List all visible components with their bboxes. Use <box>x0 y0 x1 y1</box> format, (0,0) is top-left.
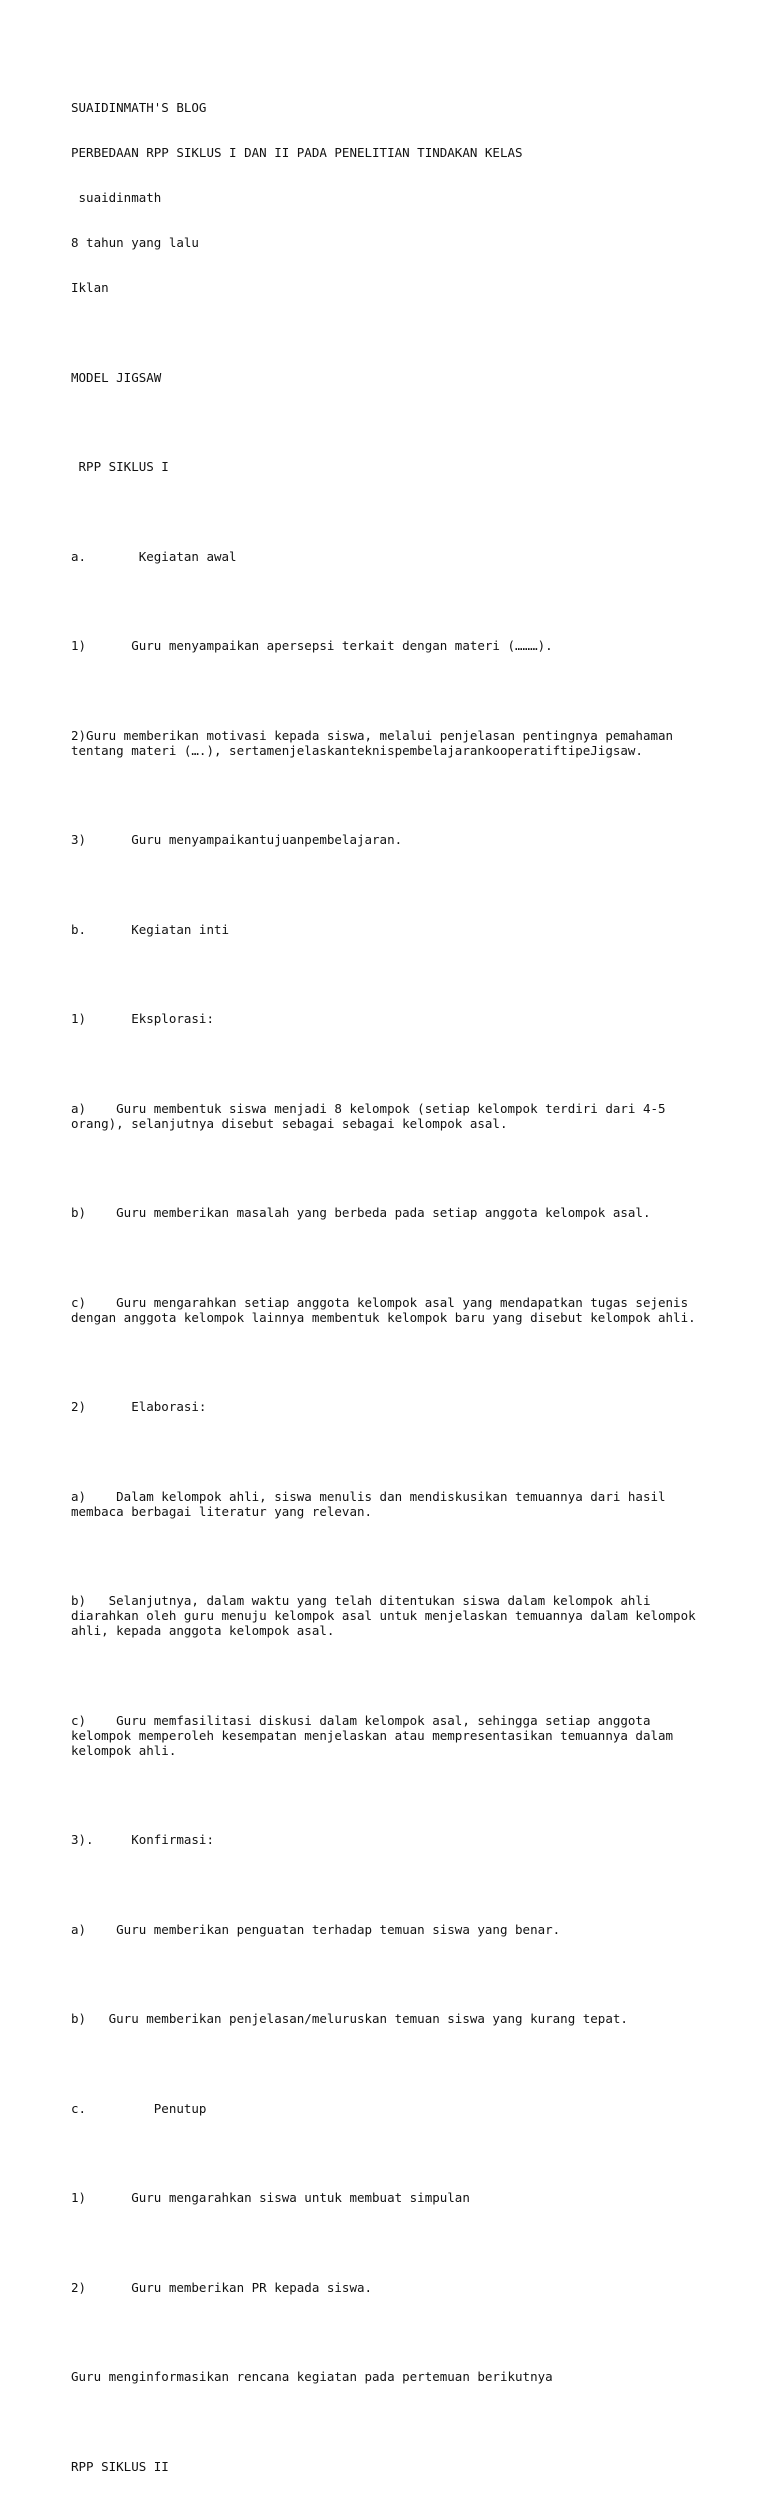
konfirmasi-item-a: a) Guru memberikan penguatan terhadap temuan siswa yang benar. <box>71 1921 561 1937</box>
konfirmasi-item-b: b) Guru memberikan penjelasan/meluruskan temuan siswa yang kurang tepat. <box>71 2011 628 2026</box>
elaborasi-item-b: b) Selanjutnya, dalam waktu yang telah ditentukan siswa dalam kelompok ahli diarahkan oleh guru menuju kelompok asal untuk menjelaskan temuannya dalam kelompok ahli, kepada anggota kelompok asal. <box>71 1593 696 1638</box>
ad-label: Iklan <box>71 280 109 295</box>
awal-item-1: 1) Guru menyampaikan apersepsi terkait dengan materi (………). <box>71 638 553 653</box>
elaborasi-item-c: c) Guru memfasilitasi diskusi dalam kelompok asal, sehingga setiap anggota kelompok memperoleh kesempatan menjelaskan atau mempresentasikan temuannya dalam kelompok ahli. <box>71 1712 674 1758</box>
konfirmasi-heading: 3). Konfirmasi: <box>71 1832 214 1847</box>
penutup-item-1: 1) Guru mengarahkan siswa untuk membuat simpulan <box>71 2190 470 2205</box>
rpp-siklus-1-heading: RPP SIKLUS I <box>71 459 169 474</box>
model-heading: MODEL JIGSAW <box>71 369 162 385</box>
eksplorasi-heading: 1) Eksplorasi: <box>71 1011 214 1026</box>
eksplorasi-item-a: a) Guru membentuk siswa menjadi 8 kelompok (setiap kelompok terdiri dari 4-5 orang), selanjutnya disebut sebagai sebagai kelompok asal. <box>71 1100 666 1131</box>
elaborasi-heading: 2) Elaborasi: <box>71 1399 207 1414</box>
penutup-item-2: 2) Guru memberikan PR kepada siswa. <box>71 2279 373 2295</box>
info-paragraph: Guru menginformasikan rencana kegiatan pada pertemuan berikutnya <box>71 2369 553 2384</box>
kegiatan-inti-heading: b. Kegiatan inti <box>71 921 230 937</box>
kegiatan-awal-heading: a. Kegiatan awal <box>71 548 237 564</box>
article-text <box>71 70 711 2504</box>
penutup-heading: c. Penutup <box>71 2100 207 2116</box>
author-name: suaidinmath <box>71 190 162 205</box>
eksplorasi-item-b: b) Guru memberikan masalah yang berbeda pada setiap anggota kelompok asal. <box>71 1205 651 1220</box>
elaborasi-item-a: a) Dalam kelompok ahli, siswa menulis dan mendiskusikan temuannya dari hasil membaca berbagai literatur yang relevan. <box>71 1488 666 1519</box>
awal-item-2: 2)Guru memberikan motivasi kepada siswa, melalui penjelasan pentingnya pemahaman tentang materi (….), sertamenjelaskanteknispembelajarankooperatiftipeJigsaw. <box>71 727 674 758</box>
rpp-siklus-2-heading: RPP SIKLUS II <box>71 2458 169 2474</box>
blog-name: SUAIDINMATH'S BLOG <box>71 100 207 115</box>
article-title: PERBEDAAN RPP SIKLUS I DAN II PADA PENELITIAN TINDAKAN KELAS <box>71 145 523 160</box>
awal-item-3: 3) Guru menyampaikantujuanpembelajaran. <box>71 832 403 847</box>
post-time: 8 tahun yang lalu <box>71 235 199 250</box>
eksplorasi-item-c: c) Guru mengarahkan setiap anggota kelompok asal yang mendapatkan tugas sejenis dengan anggota kelompok lainnya membentuk kelompok baru yang disebut kelompok ahli. <box>71 1294 696 1325</box>
